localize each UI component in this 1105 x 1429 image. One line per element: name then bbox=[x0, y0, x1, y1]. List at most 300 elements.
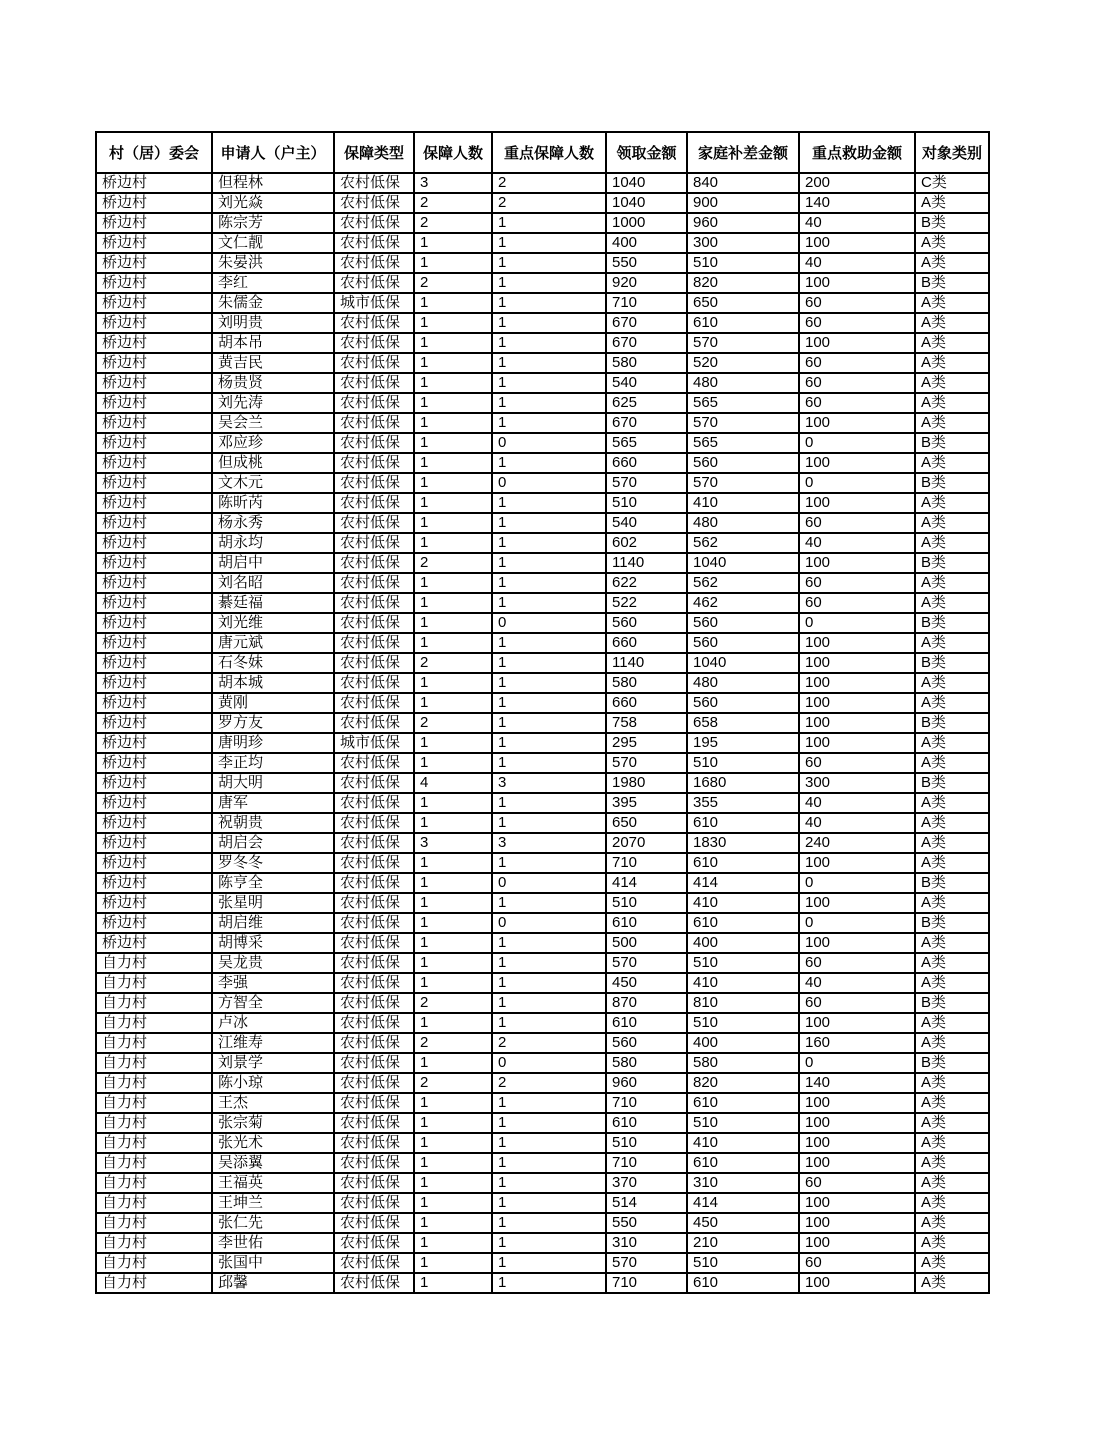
table-cell: A类 bbox=[915, 1253, 989, 1273]
table-cell: 农村低保 bbox=[334, 653, 414, 673]
table-cell: A类 bbox=[915, 1113, 989, 1133]
table-cell: 60 bbox=[799, 753, 915, 773]
table-cell: 562 bbox=[687, 533, 799, 553]
table-cell: 1 bbox=[414, 333, 492, 353]
table-cell: 农村低保 bbox=[334, 693, 414, 713]
table-cell: 1 bbox=[414, 233, 492, 253]
table-cell: 100 bbox=[799, 853, 915, 873]
table-cell: 1 bbox=[414, 513, 492, 533]
table-cell: 758 bbox=[606, 713, 687, 733]
table-cell: 桥边村 bbox=[96, 693, 212, 713]
table-cell: 1 bbox=[414, 1153, 492, 1173]
table-cell: 刘先涛 bbox=[212, 393, 334, 413]
table-cell: 1 bbox=[492, 273, 606, 293]
table-cell: A类 bbox=[915, 193, 989, 213]
table-cell: 560 bbox=[687, 633, 799, 653]
table-cell: 0 bbox=[799, 473, 915, 493]
table-cell: 520 bbox=[687, 353, 799, 373]
table-cell: 0 bbox=[492, 873, 606, 893]
table-cell: 农村低保 bbox=[334, 813, 414, 833]
table-cell: A类 bbox=[915, 1033, 989, 1053]
table-cell: 1 bbox=[414, 373, 492, 393]
table-cell: 农村低保 bbox=[334, 1153, 414, 1173]
table-cell: 江维寿 bbox=[212, 1033, 334, 1053]
table-cell: A类 bbox=[915, 313, 989, 333]
table-cell: 邓应珍 bbox=[212, 433, 334, 453]
table-cell: 自力村 bbox=[96, 1173, 212, 1193]
column-header-0: 村（居）委会 bbox=[96, 132, 212, 173]
table-cell: 1 bbox=[492, 893, 606, 913]
table-cell: 但程林 bbox=[212, 173, 334, 193]
table-cell: 桥边村 bbox=[96, 893, 212, 913]
table-cell: 李红 bbox=[212, 273, 334, 293]
table-cell: 370 bbox=[606, 1173, 687, 1193]
table-cell: 480 bbox=[687, 373, 799, 393]
table-cell: 吴会兰 bbox=[212, 413, 334, 433]
table-cell: 570 bbox=[606, 753, 687, 773]
table-cell: A类 bbox=[915, 833, 989, 853]
table-row bbox=[96, 433, 989, 453]
table-cell: 桥边村 bbox=[96, 413, 212, 433]
table-cell: 农村低保 bbox=[334, 433, 414, 453]
table-cell: 1 bbox=[492, 233, 606, 253]
table-cell: 410 bbox=[687, 1133, 799, 1153]
table-cell: 1 bbox=[414, 1253, 492, 1273]
table-cell: 0 bbox=[799, 873, 915, 893]
table-cell: 40 bbox=[799, 973, 915, 993]
table-row bbox=[96, 1033, 989, 1053]
table-row bbox=[96, 933, 989, 953]
table-cell: 580 bbox=[606, 353, 687, 373]
table-cell: 510 bbox=[687, 953, 799, 973]
table-cell: 1 bbox=[492, 933, 606, 953]
table-cell: A类 bbox=[915, 1213, 989, 1233]
table-cell: 自力村 bbox=[96, 1073, 212, 1093]
table-cell: 邱馨 bbox=[212, 1273, 334, 1293]
table-cell: A类 bbox=[915, 1233, 989, 1253]
table-cell: 1 bbox=[492, 293, 606, 313]
table-cell: 710 bbox=[606, 1093, 687, 1113]
table-cell: 胡启会 bbox=[212, 833, 334, 853]
table-cell: 王杰 bbox=[212, 1093, 334, 1113]
table-cell: 胡永均 bbox=[212, 533, 334, 553]
table-cell: 1 bbox=[492, 373, 606, 393]
table-cell: 自力村 bbox=[96, 1033, 212, 1053]
table-cell: 710 bbox=[606, 853, 687, 873]
table-cell: 3 bbox=[492, 833, 606, 853]
table-cell: 60 bbox=[799, 1173, 915, 1193]
table-cell: 石冬妹 bbox=[212, 653, 334, 673]
table-row bbox=[96, 493, 989, 513]
table-cell: 1 bbox=[414, 933, 492, 953]
table-cell: 1 bbox=[414, 593, 492, 613]
table-cell: 480 bbox=[687, 673, 799, 693]
table-cell: 550 bbox=[606, 1213, 687, 1233]
table-cell: 农村低保 bbox=[334, 1233, 414, 1253]
table-cell: 580 bbox=[606, 1053, 687, 1073]
table-cell: 1 bbox=[492, 653, 606, 673]
table-cell: 100 bbox=[799, 693, 915, 713]
table-cell: B类 bbox=[915, 273, 989, 293]
table-cell: A类 bbox=[915, 393, 989, 413]
table-row bbox=[96, 333, 989, 353]
table-cell: 1 bbox=[414, 1053, 492, 1073]
table-cell: 60 bbox=[799, 353, 915, 373]
table-cell: 桥边村 bbox=[96, 253, 212, 273]
table-cell: 710 bbox=[606, 293, 687, 313]
table-cell: 400 bbox=[687, 1033, 799, 1053]
table-cell: 1 bbox=[414, 953, 492, 973]
table-cell: A类 bbox=[915, 593, 989, 613]
table-row bbox=[96, 953, 989, 973]
table-cell: 1 bbox=[492, 953, 606, 973]
table-cell: 60 bbox=[799, 513, 915, 533]
table-cell: 100 bbox=[799, 1193, 915, 1213]
table-cell: 522 bbox=[606, 593, 687, 613]
table-cell: 自力村 bbox=[96, 1233, 212, 1253]
column-header-8: 对象类别 bbox=[915, 132, 989, 173]
table-cell: 300 bbox=[799, 773, 915, 793]
table-cell: 0 bbox=[799, 1053, 915, 1073]
table-row bbox=[96, 193, 989, 213]
table-cell: 0 bbox=[799, 433, 915, 453]
table-cell: 胡本吊 bbox=[212, 333, 334, 353]
table-row bbox=[96, 673, 989, 693]
table-cell: A类 bbox=[915, 1173, 989, 1193]
table-cell: 540 bbox=[606, 373, 687, 393]
table-row bbox=[96, 413, 989, 433]
table-cell: 100 bbox=[799, 453, 915, 473]
table-cell: 李强 bbox=[212, 973, 334, 993]
table-cell: A类 bbox=[915, 813, 989, 833]
table-cell: 1 bbox=[492, 713, 606, 733]
table-cell: 710 bbox=[606, 1273, 687, 1293]
table-cell: 100 bbox=[799, 413, 915, 433]
table-cell: 570 bbox=[687, 413, 799, 433]
table-cell: 罗冬冬 bbox=[212, 853, 334, 873]
table-cell: 100 bbox=[799, 1233, 915, 1253]
table-cell: 1 bbox=[414, 533, 492, 553]
table-cell: 农村低保 bbox=[334, 1173, 414, 1193]
table-cell: 1 bbox=[492, 1173, 606, 1193]
table-cell: 桥边村 bbox=[96, 353, 212, 373]
table-cell: 桥边村 bbox=[96, 433, 212, 453]
table-cell: 1 bbox=[414, 913, 492, 933]
table-cell: 1 bbox=[414, 353, 492, 373]
table-cell: 1 bbox=[492, 393, 606, 413]
table-cell: 100 bbox=[799, 233, 915, 253]
column-header-7: 重点救助金额 bbox=[799, 132, 915, 173]
table-cell: 农村低保 bbox=[334, 1113, 414, 1133]
table-row bbox=[96, 1013, 989, 1033]
table-cell: 朱晏洪 bbox=[212, 253, 334, 273]
table-cell: 1 bbox=[414, 1133, 492, 1153]
table-cell: 1 bbox=[492, 493, 606, 513]
table-cell: 60 bbox=[799, 953, 915, 973]
table-cell: 560 bbox=[606, 613, 687, 633]
table-cell: 510 bbox=[606, 893, 687, 913]
table-cell: 510 bbox=[687, 1013, 799, 1033]
table-cell: A类 bbox=[915, 453, 989, 473]
table-cell: 1 bbox=[414, 1233, 492, 1253]
table-cell: 610 bbox=[687, 313, 799, 333]
table-cell: 900 bbox=[687, 193, 799, 213]
table-cell: 桥边村 bbox=[96, 513, 212, 533]
table-cell: 1 bbox=[492, 1093, 606, 1113]
table-cell: 1 bbox=[492, 533, 606, 553]
table-cell: 桥边村 bbox=[96, 573, 212, 593]
table-row bbox=[96, 633, 989, 653]
table-cell: A类 bbox=[915, 733, 989, 753]
table-cell: 唐元斌 bbox=[212, 633, 334, 653]
table-row bbox=[96, 753, 989, 773]
table-row bbox=[96, 573, 989, 593]
table-cell: 自力村 bbox=[96, 1153, 212, 1173]
table-cell: 农村低保 bbox=[334, 633, 414, 653]
table-cell: 桥边村 bbox=[96, 173, 212, 193]
table-cell: 1 bbox=[414, 293, 492, 313]
table-cell: 1 bbox=[492, 253, 606, 273]
table-cell: 100 bbox=[799, 653, 915, 673]
table-cell: 桥边村 bbox=[96, 813, 212, 833]
table-row bbox=[96, 1153, 989, 1173]
table-cell: 3 bbox=[414, 833, 492, 853]
table-cell: B类 bbox=[915, 613, 989, 633]
table-cell: 1 bbox=[492, 1253, 606, 1273]
table-cell: 610 bbox=[687, 1153, 799, 1173]
table-cell: 40 bbox=[799, 813, 915, 833]
column-header-1: 申请人（户主） bbox=[212, 132, 334, 173]
table-cell: B类 bbox=[915, 913, 989, 933]
table-cell: 610 bbox=[687, 813, 799, 833]
table-cell: B类 bbox=[915, 713, 989, 733]
table-cell: 农村低保 bbox=[334, 453, 414, 473]
table-cell: 农村低保 bbox=[334, 493, 414, 513]
table-cell: 395 bbox=[606, 793, 687, 813]
table-cell: 1140 bbox=[606, 653, 687, 673]
table-row bbox=[96, 553, 989, 573]
table-cell: 100 bbox=[799, 493, 915, 513]
table-cell: 510 bbox=[606, 493, 687, 513]
table-cell: A类 bbox=[915, 1013, 989, 1033]
table-cell: 2 bbox=[492, 193, 606, 213]
table-row bbox=[96, 1133, 989, 1153]
table-cell: 农村低保 bbox=[334, 1053, 414, 1073]
table-cell: 710 bbox=[606, 1153, 687, 1173]
table-row bbox=[96, 1093, 989, 1113]
table-cell: 1 bbox=[492, 213, 606, 233]
table-cell: 920 bbox=[606, 273, 687, 293]
table-cell: A类 bbox=[915, 753, 989, 773]
table-row bbox=[96, 273, 989, 293]
table-cell: 3 bbox=[414, 173, 492, 193]
table-cell: A类 bbox=[915, 373, 989, 393]
table-cell: 1 bbox=[492, 853, 606, 873]
table-cell: 2 bbox=[414, 1033, 492, 1053]
table-cell: 刘名昭 bbox=[212, 573, 334, 593]
table-cell: 60 bbox=[799, 593, 915, 613]
table-cell: 4 bbox=[414, 773, 492, 793]
table-cell: 1 bbox=[492, 733, 606, 753]
table-cell: A类 bbox=[915, 233, 989, 253]
table-cell: 2 bbox=[492, 173, 606, 193]
table-cell: 桥边村 bbox=[96, 273, 212, 293]
table-cell: 2 bbox=[414, 993, 492, 1013]
table-cell: 农村低保 bbox=[334, 793, 414, 813]
table-cell: A类 bbox=[915, 533, 989, 553]
table-cell: 100 bbox=[799, 333, 915, 353]
table-cell: 桥边村 bbox=[96, 533, 212, 553]
table-cell: 桥边村 bbox=[96, 193, 212, 213]
table-cell: 桥边村 bbox=[96, 213, 212, 233]
table-cell: 650 bbox=[606, 813, 687, 833]
table-cell: A类 bbox=[915, 293, 989, 313]
table-cell: 820 bbox=[687, 273, 799, 293]
table-row bbox=[96, 353, 989, 373]
table-cell: 40 bbox=[799, 253, 915, 273]
table-cell: 100 bbox=[799, 933, 915, 953]
table-cell: 100 bbox=[799, 1133, 915, 1153]
table-cell: 60 bbox=[799, 293, 915, 313]
table-cell: 卢冰 bbox=[212, 1013, 334, 1033]
table-cell: 陈小琼 bbox=[212, 1073, 334, 1093]
table-cell: 农村低保 bbox=[334, 1193, 414, 1213]
table-cell: 李正均 bbox=[212, 753, 334, 773]
table-cell: 1 bbox=[414, 813, 492, 833]
table-cell: 桥边村 bbox=[96, 473, 212, 493]
table-cell: 1140 bbox=[606, 553, 687, 573]
table-cell: A类 bbox=[915, 973, 989, 993]
table-cell: 胡博采 bbox=[212, 933, 334, 953]
table-cell: 100 bbox=[799, 893, 915, 913]
table-cell: 桥边村 bbox=[96, 653, 212, 673]
table-cell: 100 bbox=[799, 633, 915, 653]
table-cell: 桥边村 bbox=[96, 393, 212, 413]
table-cell: 1000 bbox=[606, 213, 687, 233]
table-cell: 355 bbox=[687, 793, 799, 813]
table-cell: 农村低保 bbox=[334, 953, 414, 973]
table-cell: 1 bbox=[414, 633, 492, 653]
table-row bbox=[96, 813, 989, 833]
table-cell: 桥边村 bbox=[96, 313, 212, 333]
table-cell: 1 bbox=[414, 613, 492, 633]
table-cell: 1 bbox=[414, 433, 492, 453]
table-cell: 0 bbox=[492, 473, 606, 493]
table-cell: 500 bbox=[606, 933, 687, 953]
table-cell: 140 bbox=[799, 1073, 915, 1093]
table-cell: 1 bbox=[492, 1193, 606, 1213]
table-cell: 农村低保 bbox=[334, 533, 414, 553]
table-row bbox=[96, 1273, 989, 1293]
table-cell: 1040 bbox=[606, 173, 687, 193]
table-cell: 自力村 bbox=[96, 1273, 212, 1293]
table-cell: 桥边村 bbox=[96, 793, 212, 813]
table-cell: 410 bbox=[687, 493, 799, 513]
table-cell: 610 bbox=[606, 1013, 687, 1033]
table-cell: 1 bbox=[492, 993, 606, 1013]
table-cell: 农村低保 bbox=[334, 1133, 414, 1153]
table-cell: 1 bbox=[414, 493, 492, 513]
table-cell: 1 bbox=[414, 1213, 492, 1233]
table-cell: A类 bbox=[915, 353, 989, 373]
table-cell: 1 bbox=[414, 853, 492, 873]
table-cell: 桥边村 bbox=[96, 613, 212, 633]
table-cell: 唐军 bbox=[212, 793, 334, 813]
table-cell: 农村低保 bbox=[334, 173, 414, 193]
table-cell: 1 bbox=[414, 1273, 492, 1293]
table-cell: 1 bbox=[414, 1013, 492, 1033]
table-cell: 2070 bbox=[606, 833, 687, 853]
table-cell: 农村低保 bbox=[334, 1013, 414, 1033]
table-row bbox=[96, 513, 989, 533]
table-cell: 60 bbox=[799, 1253, 915, 1273]
table-cell: 3 bbox=[492, 773, 606, 793]
table-cell: 张仁先 bbox=[212, 1213, 334, 1233]
table-cell: 210 bbox=[687, 1233, 799, 1253]
table-cell: 1 bbox=[492, 1273, 606, 1293]
table-cell: 1 bbox=[414, 893, 492, 913]
table-cell: 农村低保 bbox=[334, 313, 414, 333]
table-cell: 40 bbox=[799, 533, 915, 553]
table-cell: 960 bbox=[606, 1073, 687, 1093]
table-cell: 吴添翼 bbox=[212, 1153, 334, 1173]
table-cell: 王福英 bbox=[212, 1173, 334, 1193]
table-row bbox=[96, 613, 989, 633]
table-cell: 840 bbox=[687, 173, 799, 193]
table-cell: 自力村 bbox=[96, 1093, 212, 1113]
table-cell: 1 bbox=[492, 813, 606, 833]
table-cell: 610 bbox=[687, 853, 799, 873]
table-cell: 1 bbox=[414, 693, 492, 713]
table-cell: 农村低保 bbox=[334, 553, 414, 573]
table-cell: 刘光维 bbox=[212, 613, 334, 633]
table-cell: 胡启中 bbox=[212, 553, 334, 573]
table-cell: 1 bbox=[492, 633, 606, 653]
table-cell: 农村低保 bbox=[334, 893, 414, 913]
welfare-records-table bbox=[95, 131, 990, 1294]
table-cell: 560 bbox=[687, 453, 799, 473]
table-cell: A类 bbox=[915, 1273, 989, 1293]
table-cell: 580 bbox=[606, 673, 687, 693]
table-cell: 1 bbox=[492, 1233, 606, 1253]
table-row bbox=[96, 253, 989, 273]
table-row bbox=[96, 1193, 989, 1213]
column-header-2: 保障类型 bbox=[334, 132, 414, 173]
table-cell: 黄刚 bbox=[212, 693, 334, 713]
table-cell: 1 bbox=[492, 1113, 606, 1133]
table-row bbox=[96, 993, 989, 1013]
table-cell: 414 bbox=[687, 873, 799, 893]
table-cell: 1 bbox=[414, 1193, 492, 1213]
table-cell: B类 bbox=[915, 1053, 989, 1073]
table-cell: 400 bbox=[606, 233, 687, 253]
table-cell: 农村低保 bbox=[334, 753, 414, 773]
table-row bbox=[96, 173, 989, 193]
table-cell: 295 bbox=[606, 733, 687, 753]
table-cell: 40 bbox=[799, 793, 915, 813]
table-cell: 0 bbox=[492, 913, 606, 933]
table-cell: 160 bbox=[799, 1033, 915, 1053]
table-cell: 桥边村 bbox=[96, 333, 212, 353]
table-cell: 1 bbox=[492, 793, 606, 813]
table-cell: 城市低保 bbox=[334, 293, 414, 313]
table-cell: 100 bbox=[799, 1093, 915, 1113]
table-row bbox=[96, 593, 989, 613]
table-cell: 1040 bbox=[687, 653, 799, 673]
table-cell: A类 bbox=[915, 933, 989, 953]
table-cell: 2 bbox=[414, 713, 492, 733]
table-cell: 100 bbox=[799, 673, 915, 693]
